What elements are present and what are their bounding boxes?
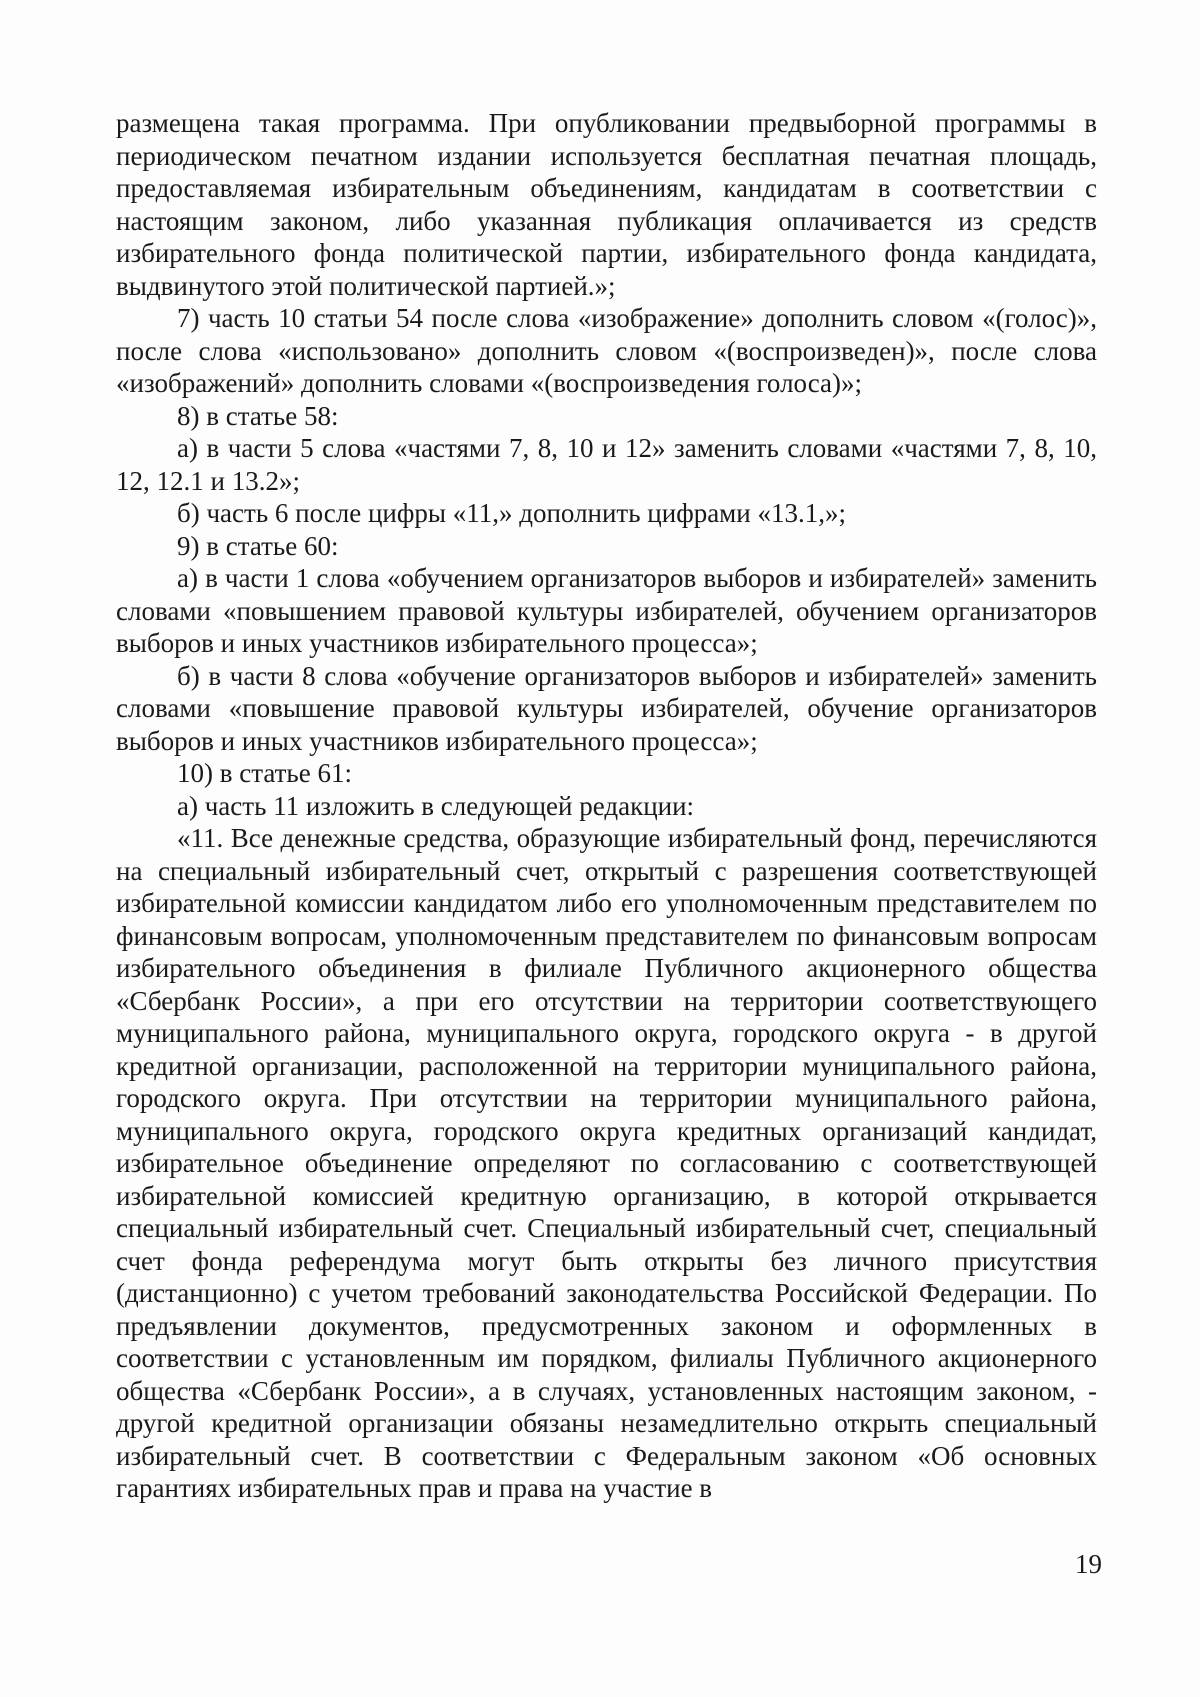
page-number: 19 xyxy=(1075,1549,1102,1579)
paragraph-item-8a: а) в части 5 слова «частями 7, 8, 10 и 12» заменить словами «частями 7, 8, 10, 12, 12.1 и 13.2»; xyxy=(116,433,1097,496)
paragraph-item-9a: а) в части 1 слова «обучением организаторов выборов и избирателей» заменить словами «повышением правовой культуры избирателей, обучением организаторов выборов и иных участников избирательного процесса»; xyxy=(116,563,1097,658)
paragraph-part-11: «11. Все денежные средства, образующие избирательный фонд, перечисляются на специальный избирательный счет, открытый с разрешения соответствующей избирательной комиссии кандидатом либо его уполномоченным представителем по финансовым вопросам, уполномоченным представителем по финансовым вопросам избирательного объединения в филиале Публичного акционерного общества «Сбербанк России», а при его отсутствии на территории соответствующего муниципального района, муниципального округа, городского округа - в другой кредитной организации, расположенной на территории муниципального района, городского округа. При отсутствии на территории муниципального района, муниципального округа, городского округа кредитных организаций кандидат, избирательное объединение определяют по согласованию с соответствующей избирательной комиссией кредитную организацию, в которой открывается специальный избирательный счет. Специальный избирательный счет, специальный счет фонда референдума могут быть открыты без личного присутствия (дистанционно) с учетом требований законодательства Российской Федерации. По предъявлении документов, предусмотренных законом и оформленных в соответствии с установленным им порядком, филиалы Публичного акционерного общества «Сбербанк России», а в случаях, установленных настоящим законом, - другой кредитной организации обязаны незамедлительно открыть специальный избирательный счет. В соответствии с Федеральным законом «Об основных гарантиях избирательных прав и права на участие в xyxy=(116,823,1097,1503)
paragraph-item-10a: а) часть 11 изложить в следующей редакции: xyxy=(177,790,695,821)
paragraph-item-8: 8) в статье 58: xyxy=(177,400,339,431)
paragraph-item-7: 7) часть 10 статьи 54 после слова «изображение» дополнить словом «(голос)», после слова «использовано» дополнить словом «(воспроизведен)», после слова «изображений» дополнить словами «(воспроизведения голоса)»; xyxy=(116,303,1097,398)
paragraph-item-9b: б) в части 8 слова «обучение организаторов выборов и избирателей» заменить словами «повышение правовой культуры избирателей, обучение организаторов выборов и иных участников избирательного процесса»; xyxy=(116,660,1097,756)
paragraph-item-9: 9) в статье 60: xyxy=(177,530,339,561)
paragraph-item-10: 10) в статье 61: xyxy=(177,758,352,788)
paragraph-continuation: размещена такая программа. При опубликовании предвыборной программы в периодическом печатном издании используется бесплатная печатная площадь, предоставляемая избирательным объединениям, кандидатам в соответствии с настоящим законом, либо указанная публикация оплачивается из средств избирательного фонда политической партии, избирательного фонда кандидата, выдвинутого этой политической партией.»; xyxy=(116,108,1097,301)
document-body xyxy=(116,107,1097,1505)
paragraph-item-8b: б) часть 6 после цифры «11,» дополнить цифрами «13.1,»; xyxy=(177,498,846,528)
